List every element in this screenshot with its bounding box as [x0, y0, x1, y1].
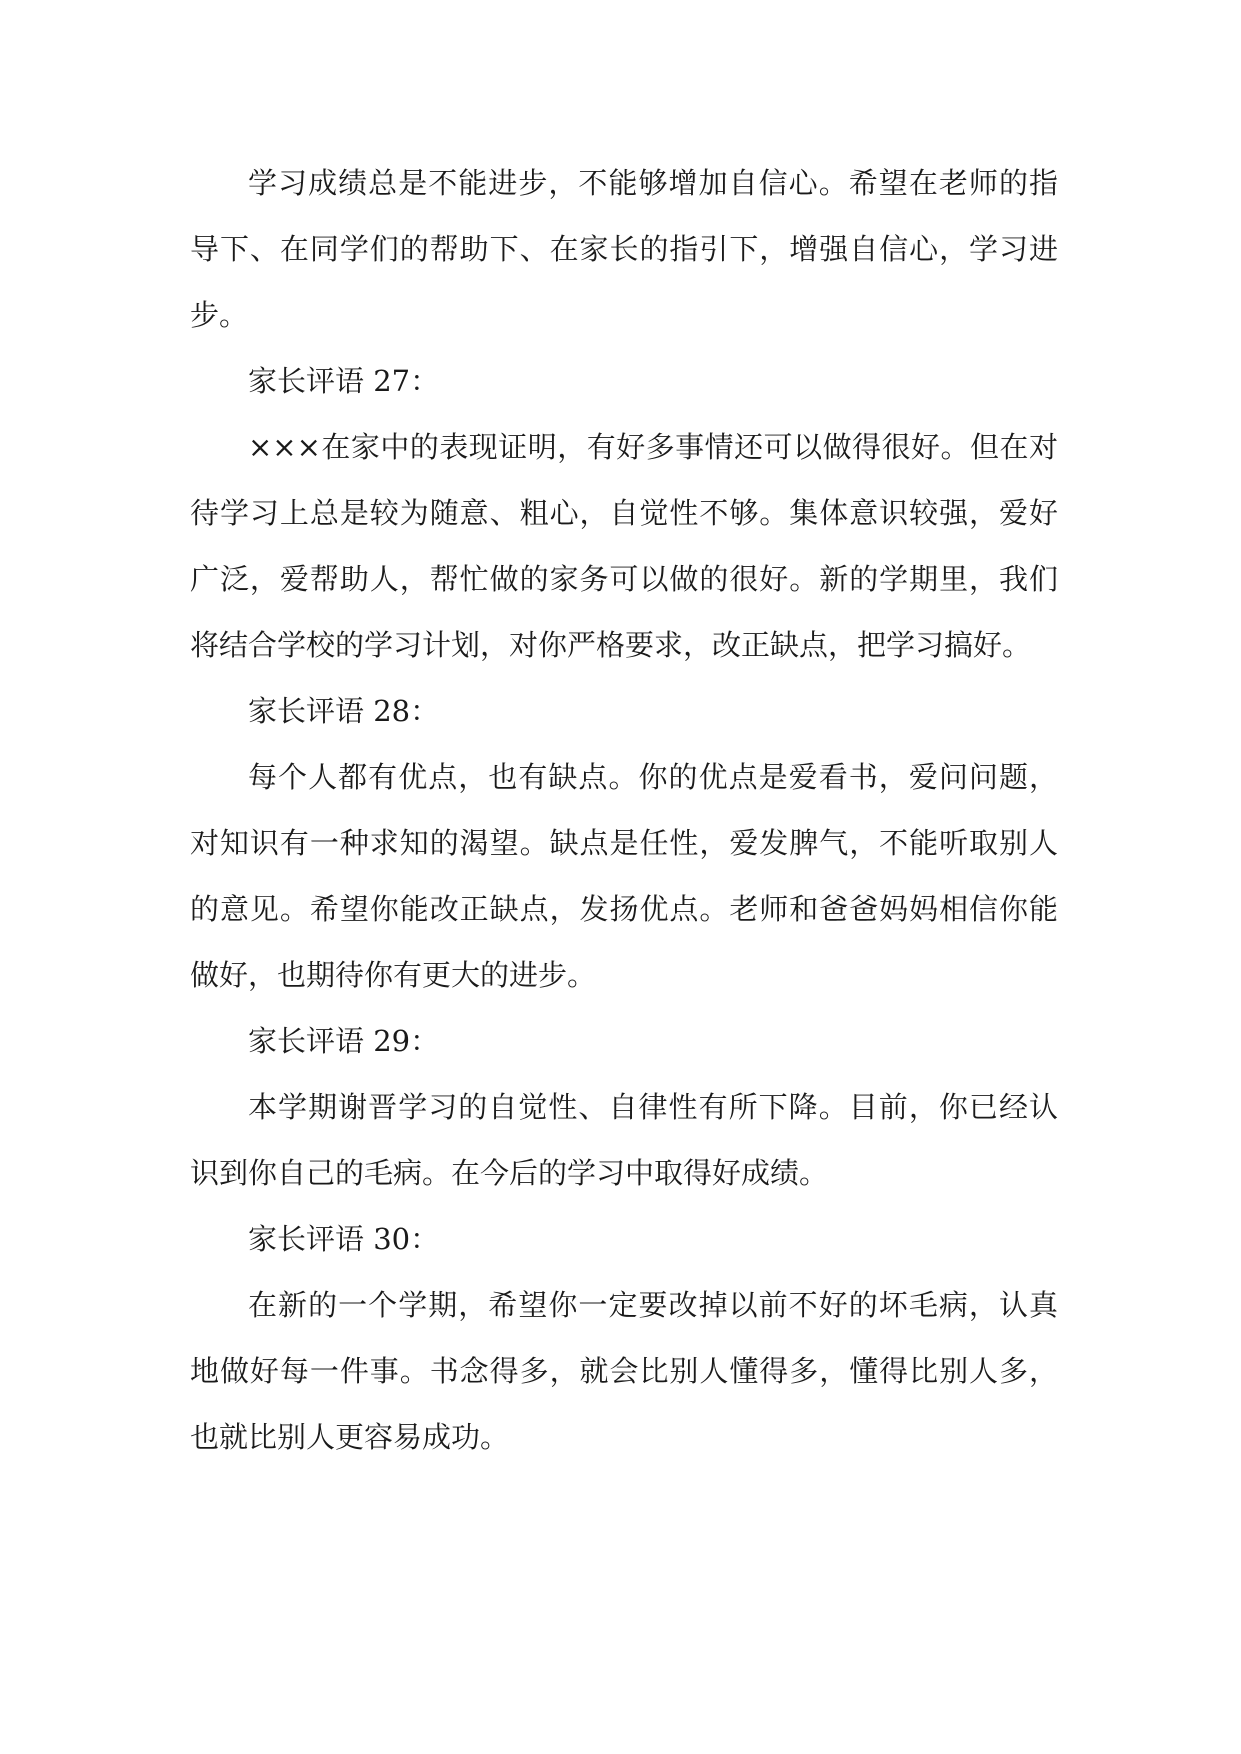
heading-comment-29: 家长评语 29： — [248, 1024, 440, 1058]
heading-comment-28: 家长评语 28： — [248, 694, 440, 728]
heading-comment-30: 家长评语 30： — [248, 1222, 440, 1256]
paragraph-comment-30: 在新的一个学期，希望你一定要改掉以前不好的坏毛病，认真地做好每一件事。书念得多，就会比别人懂得多，懂得比别人多，也就比别人更容易成功。 — [190, 1288, 1058, 1454]
paragraph-comment-27: ×××在家中的表现证明，有好多事情还可以做得很好。但在对待学习上总是较为随意、粗心，自觉性不够。集体意识较强，爱好广泛，爱帮助人，帮忙做的家务可以做的很好。新的学期里，我们将结合学校的学习计划，对你严格要求，改正缺点，把学习搞好。 — [190, 430, 1058, 662]
paragraph-continued: 学习成绩总是不能进步，不能够增加自信心。希望在老师的指导下、在同学们的帮助下、在家长的指引下，增强自信心，学习进步。 — [190, 166, 1058, 332]
heading-comment-27: 家长评语 27： — [248, 364, 440, 398]
paragraph-comment-29: 本学期谢晋学习的自觉性、自律性有所下降。目前，你已经认识到你自己的毛病。在今后的学习中取得好成绩。 — [190, 1090, 1058, 1190]
document-body — [190, 150, 1058, 1470]
paragraph-comment-28: 每个人都有优点，也有缺点。你的优点是爱看书，爱问问题，对知识有一种求知的渴望。缺点是任性，爱发脾气，不能听取别人的意见。希望你能改正缺点，发扬优点。老师和爸爸妈妈相信你能做好，也期待你有更大的进步。 — [190, 760, 1058, 992]
